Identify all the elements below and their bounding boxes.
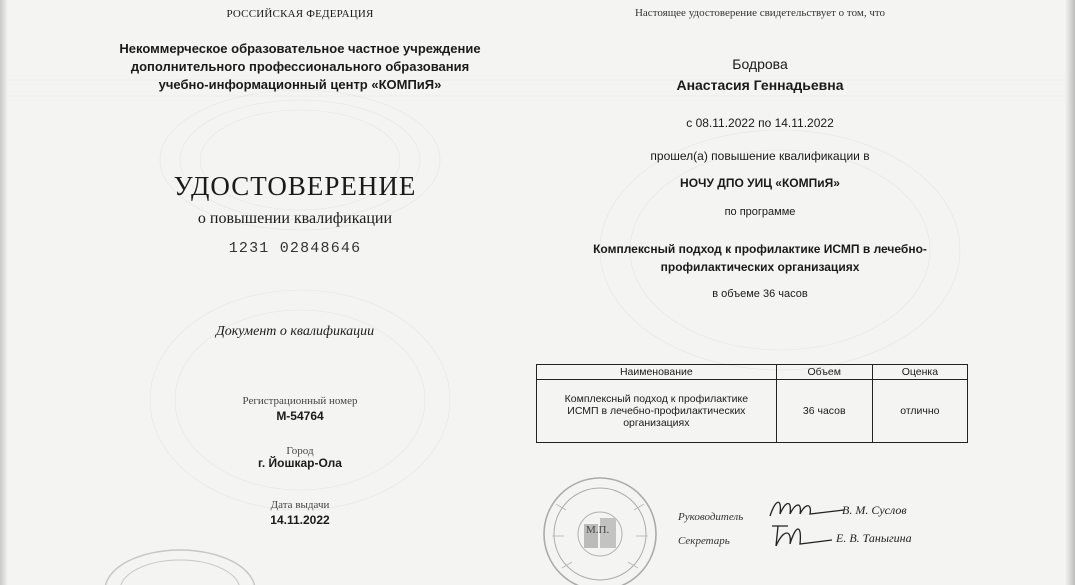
document-number: 1231 02848646 — [228, 240, 362, 257]
training-period: с 08.11.2022 по 14.11.2022 — [686, 116, 834, 130]
subject-grade-cell: отлично — [872, 380, 967, 443]
faded-watermark-stamp — [100, 520, 260, 585]
subject-name-cell — [537, 380, 777, 443]
holder-first-middle-name: Анастасия Геннадьевна — [676, 77, 844, 93]
subject-name-line: Комплексный подход к профилактике — [564, 393, 749, 405]
document-kind: Документ о квалификации — [215, 324, 375, 339]
program-volume: в объеме 36 часов — [712, 288, 808, 300]
issue-date-value: 14.11.2022 — [270, 513, 330, 527]
subject-name-line: организациях — [623, 417, 690, 429]
column-header-grade: Оценка — [872, 365, 967, 380]
subject-volume-cell: 36 часов — [776, 380, 872, 443]
secretary-name: Е. В. Таныгина — [836, 531, 912, 545]
program-title — [560, 240, 960, 276]
registration-number: М-54764 — [276, 409, 324, 423]
certificate-intro: Настоящее удостоверение свидетельствует о том, что — [634, 7, 886, 19]
document-title: УДОСТОВЕРЕНИЕ — [173, 171, 417, 201]
holder-last-name: Бодрова — [732, 56, 788, 72]
program-label: по программе — [724, 206, 796, 218]
organization-line: учебно-информационный центр «КОМПиЯ» — [158, 77, 442, 92]
column-header-name: Наименование — [537, 365, 777, 380]
organization-line: дополнительного профессионального образования — [130, 59, 470, 74]
organization-short-name: НОЧУ ДПО УИЦ «КОМПиЯ» — [680, 176, 840, 190]
subject-name-line: ИСМП в лечебно-профилактических — [567, 405, 746, 417]
page-edge-shadow-left — [0, 0, 8, 585]
issue-date-label: Дата выдачи — [270, 499, 330, 511]
table-row — [537, 380, 968, 443]
page-edge-shadow-right — [1065, 0, 1075, 585]
head-label: Руководитель — [678, 511, 744, 523]
organization-name — [60, 40, 540, 94]
training-statement: прошел(а) повышение квалификации в — [650, 149, 870, 163]
program-title-line: профилактических организациях — [660, 260, 860, 274]
head-name: В. М. Суслов — [842, 503, 907, 517]
country-heading: РОССИЙСКАЯ ФЕДЕРАЦИЯ — [226, 8, 374, 20]
table-header-row — [537, 365, 968, 380]
column-header-volume: Объем — [776, 365, 872, 380]
city-value: г. Йошкар-Ола — [258, 456, 342, 470]
subjects-table — [536, 364, 968, 443]
secretary-label: Секретарь — [678, 535, 730, 547]
seal-place-label: М.П. — [586, 524, 610, 536]
registration-label: Регистрационный номер — [242, 395, 358, 407]
organization-line: Некоммерческое образовательное частное учреждение — [119, 41, 481, 56]
city-label: Город — [286, 445, 314, 457]
secretary-signature — [766, 518, 836, 550]
program-title-line: Комплексный подход к профилактике ИСМП в лечебно- — [593, 242, 927, 256]
document-subtitle: о повышении квалификации — [197, 210, 393, 227]
